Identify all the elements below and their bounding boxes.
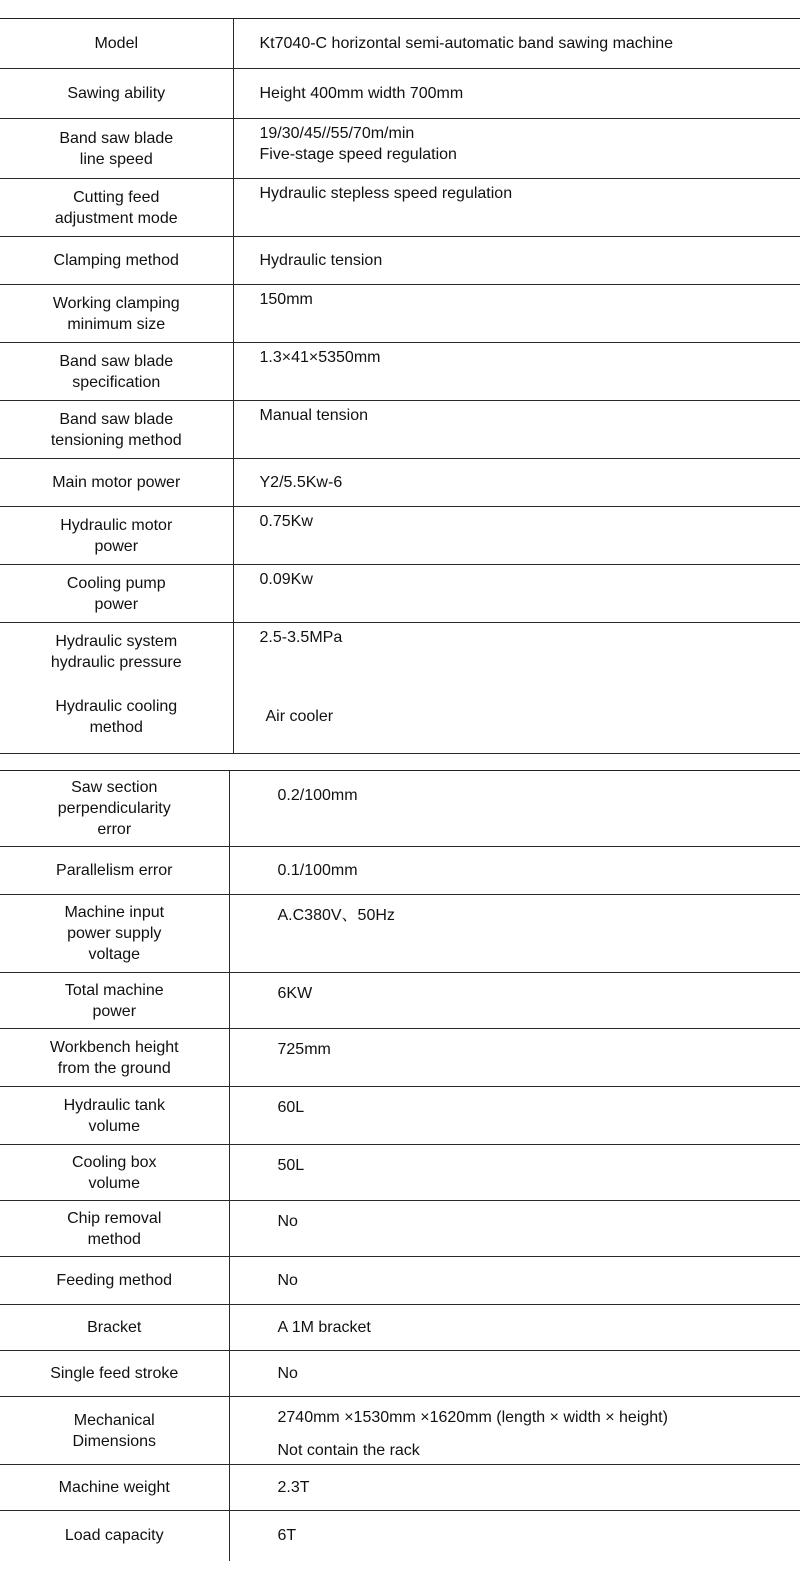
spec-label: Hydraulic system hydraulic pressure (0, 623, 233, 681)
spec-label: Cutting feed adjustment mode (0, 179, 233, 237)
spec-value: Hydraulic tension (233, 237, 800, 285)
spec-label: Band saw blade specification (0, 343, 233, 401)
spec-label: Saw section perpendicularity error (0, 771, 229, 847)
table-row (0, 1087, 800, 1145)
spec-value: No (229, 1351, 800, 1397)
table-row (0, 973, 800, 1029)
spec-label: Model (0, 19, 233, 69)
spec-value: Kt7040-C horizontal semi-automatic band sawing machine (233, 19, 800, 69)
table-row (0, 459, 800, 507)
spec-value: 50L (229, 1145, 800, 1201)
table-row (0, 1257, 800, 1305)
table-row (0, 401, 800, 459)
table-row (0, 1145, 800, 1201)
spec-label: Sawing ability (0, 69, 233, 119)
table-row (0, 1029, 800, 1087)
spec-value: Manual tension (233, 401, 800, 459)
table-row (0, 69, 800, 119)
spec-value: No (229, 1201, 800, 1257)
spec-value: 0.75Kw (233, 507, 800, 565)
spec-value: 0.1/100mm (229, 847, 800, 895)
spec-label: Hydraulic motor power (0, 507, 233, 565)
spec-label: Band saw blade tensioning method (0, 401, 233, 459)
spec-value: 60L (229, 1087, 800, 1145)
spec-value: 725mm (229, 1029, 800, 1087)
spec-value: A 1M bracket (229, 1305, 800, 1351)
spec-table-lower (0, 770, 800, 1561)
table-row (0, 681, 800, 754)
table-row (0, 1305, 800, 1351)
spec-value: Height 400mm width 700mm (233, 69, 800, 119)
spec-label: Bracket (0, 1305, 229, 1351)
spec-value: 2740mm ×1530mm ×1620mm (length × width × height) Not contain the rack (229, 1397, 800, 1465)
spec-label: Clamping method (0, 237, 233, 285)
table-row (0, 237, 800, 285)
spec-label: Band saw blade line speed (0, 119, 233, 179)
table-row (0, 1397, 800, 1465)
spec-label: Feeding method (0, 1257, 229, 1305)
spec-label: Single feed stroke (0, 1351, 229, 1397)
spec-value: 0.2/100mm (229, 771, 800, 847)
spec-value: 2.3T (229, 1465, 800, 1511)
spec-label: Mechanical Dimensions (0, 1397, 229, 1465)
table-row (0, 565, 800, 623)
spec-value: No (229, 1257, 800, 1305)
table-row (0, 119, 800, 179)
table-row (0, 19, 800, 69)
spec-label: Cooling box volume (0, 1145, 229, 1201)
table-row (0, 847, 800, 895)
spec-value: 1.3×41×5350mm (233, 343, 800, 401)
spec-label: Working clamping minimum size (0, 285, 233, 343)
table-row (0, 623, 800, 681)
table-row (0, 1511, 800, 1561)
spec-value: 19/30/45//55/70m/min Five-stage speed regulation (233, 119, 800, 179)
spec-value: A.C380V、50Hz (229, 895, 800, 973)
spec-label: Hydraulic cooling method (0, 681, 233, 754)
table-row (0, 1351, 800, 1397)
spec-note: Not contain the rack (277, 1442, 420, 1459)
spec-label: Hydraulic tank volume (0, 1087, 229, 1145)
spec-label: Machine weight (0, 1465, 229, 1511)
spec-label: Chip removal method (0, 1201, 229, 1257)
spec-value: Air cooler (233, 681, 800, 754)
table-row (0, 179, 800, 237)
spec-label: Machine input power supply voltage (0, 895, 229, 973)
spec-label: Parallelism error (0, 847, 229, 895)
table-row (0, 771, 800, 847)
spec-label: Total machine power (0, 973, 229, 1029)
spec-value: 2.5-3.5MPa (233, 623, 800, 681)
table-row (0, 1201, 800, 1257)
table-row (0, 507, 800, 565)
table-row (0, 285, 800, 343)
spec-value: 0.09Kw (233, 565, 800, 623)
spec-value: 6KW (229, 973, 800, 1029)
table-row (0, 895, 800, 973)
spec-label: Load capacity (0, 1511, 229, 1561)
spec-value: Hydraulic stepless speed regulation (233, 179, 800, 237)
spec-value: 6T (229, 1511, 800, 1561)
spec-label: Workbench height from the ground (0, 1029, 229, 1087)
spec-label: Main motor power (0, 459, 233, 507)
spec-table-upper (0, 18, 800, 754)
spec-label: Cooling pump power (0, 565, 233, 623)
spec-value: 150mm (233, 285, 800, 343)
table-row (0, 343, 800, 401)
table-row (0, 1465, 800, 1511)
spec-value: Y2/5.5Kw-6 (233, 459, 800, 507)
